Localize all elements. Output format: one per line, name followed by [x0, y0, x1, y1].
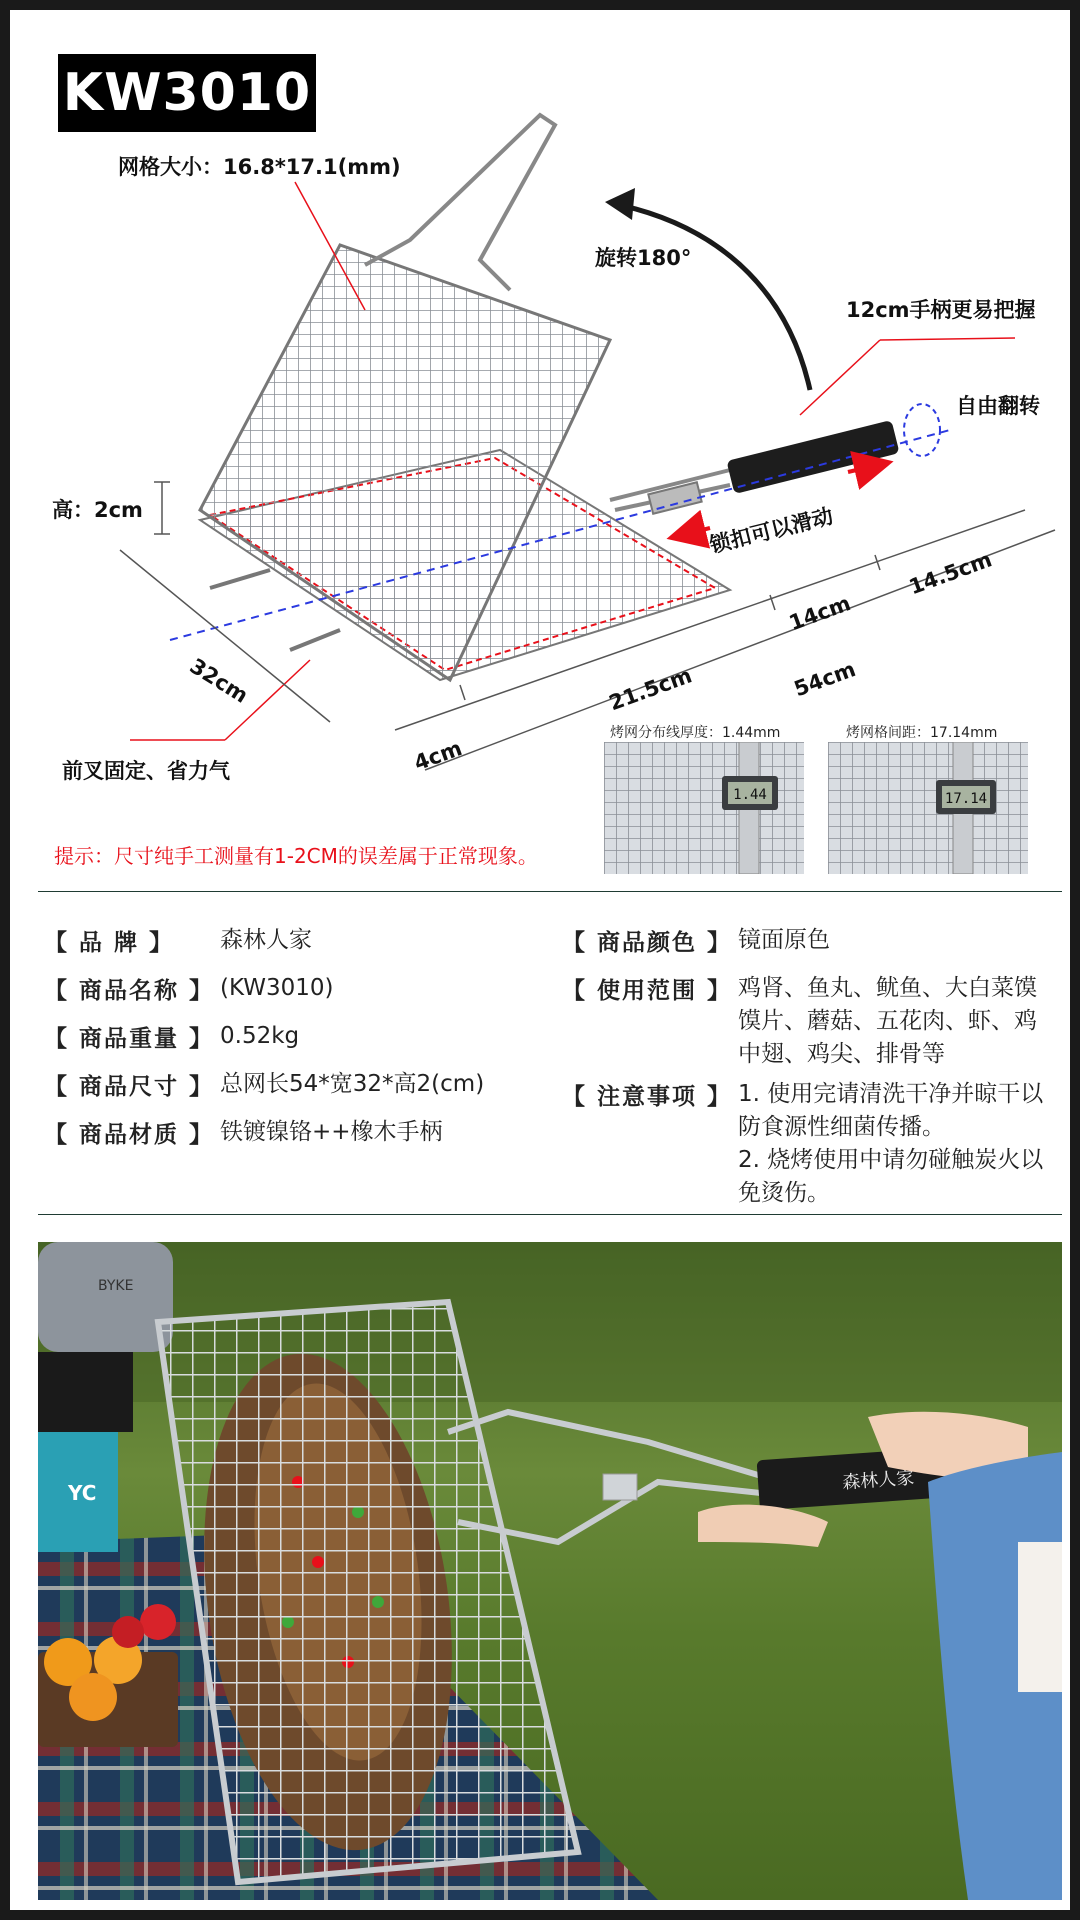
- product-detail-page: [10, 10, 1070, 1910]
- spec-color-value: 镜面原色: [738, 927, 830, 953]
- dim-14-label: 14cm: [785, 590, 854, 636]
- handle-label: 12cm手柄更易把握: [846, 298, 1036, 322]
- left-hand: [698, 1505, 828, 1547]
- spec-usage-value: 鸡肾、鱼丸、鱿鱼、大白菜馍馍片、蘑菇、五花肉、虾、鸡中翅、鸡尖、排骨等: [738, 975, 1037, 1067]
- mesh-size-label: 网格大小：16.8*17.1(mm): [118, 155, 401, 179]
- dim-width-label: 32cm: [185, 653, 253, 708]
- dim-4-label: 4cm: [410, 735, 466, 776]
- spec-weight-value: 0.52kg: [220, 1023, 300, 1049]
- height-label: 高：2cm: [52, 498, 143, 522]
- lifestyle-photo: [38, 1242, 1062, 1900]
- spec-usage-key: 【 使用范围 】: [562, 978, 733, 1004]
- handle-brand: 森林人家: [841, 1467, 915, 1494]
- divider-bottom: [38, 1214, 1062, 1215]
- measurement-tip: 提示：尺寸纯手工测量有1-2CM的误差属于正常现象。: [54, 844, 538, 868]
- spec-notes-line2: 2. 烧烤使用中请勿碰触炭火以免烫伤。: [738, 1147, 1044, 1206]
- dim-21-5-label: 21.5cm: [605, 663, 696, 716]
- kettle-brand: BYKE: [98, 1278, 134, 1294]
- spec-notes-line1: 1. 使用完请清洗干净并晾干以防食源性细菌传播。: [738, 1081, 1044, 1140]
- dimension-diagram: [10, 10, 1070, 890]
- caliper-reading-a: 1.44: [733, 787, 767, 803]
- dim-length-label: 54cm: [790, 656, 859, 702]
- spec-name-key: 【 商品名称 】: [44, 978, 215, 1004]
- model-badge: KW3010: [58, 54, 316, 132]
- dim-14-5-label: 14.5cm: [905, 547, 996, 600]
- lock-label: 锁扣可以滑动: [707, 503, 836, 558]
- thickness-photo: [604, 742, 804, 874]
- fork-label: 前叉固定、省力气: [62, 759, 230, 783]
- spec-color-key: 【 商品颜色 】: [562, 930, 733, 956]
- caliper-reading-b: 17.14: [944, 791, 988, 807]
- spec-size-value: 总网长54*宽32*高2(cm): [220, 1071, 485, 1097]
- divider-top: [38, 891, 1062, 892]
- spacing-photo: [828, 742, 1028, 874]
- kettle: [38, 1242, 173, 1352]
- spec-weight-key: 【 商品重量 】: [44, 1026, 215, 1052]
- spec-material-value: 铁镀镍铬++橡木手柄: [220, 1119, 443, 1145]
- thickness-caption: 烤网分布线厚度：1.44mm: [610, 725, 781, 741]
- spec-material-key: 【 商品材质 】: [44, 1122, 215, 1148]
- flip-label: 自由翻转: [956, 394, 1040, 418]
- spec-size-key: 【 商品尺寸 】: [44, 1074, 215, 1100]
- spec-brand-key: 【 品 牌 】: [44, 930, 175, 956]
- spec-brand-value: 森林人家: [220, 927, 312, 953]
- spacing-caption: 烤网格间距：17.14mm: [846, 725, 998, 741]
- spec-name-value: (KW3010): [220, 975, 334, 1001]
- rotate-label: 旋转180°: [595, 246, 692, 270]
- spec-notes-key: 【 注意事项 】: [562, 1084, 733, 1110]
- canister-brand: YC: [68, 1481, 97, 1505]
